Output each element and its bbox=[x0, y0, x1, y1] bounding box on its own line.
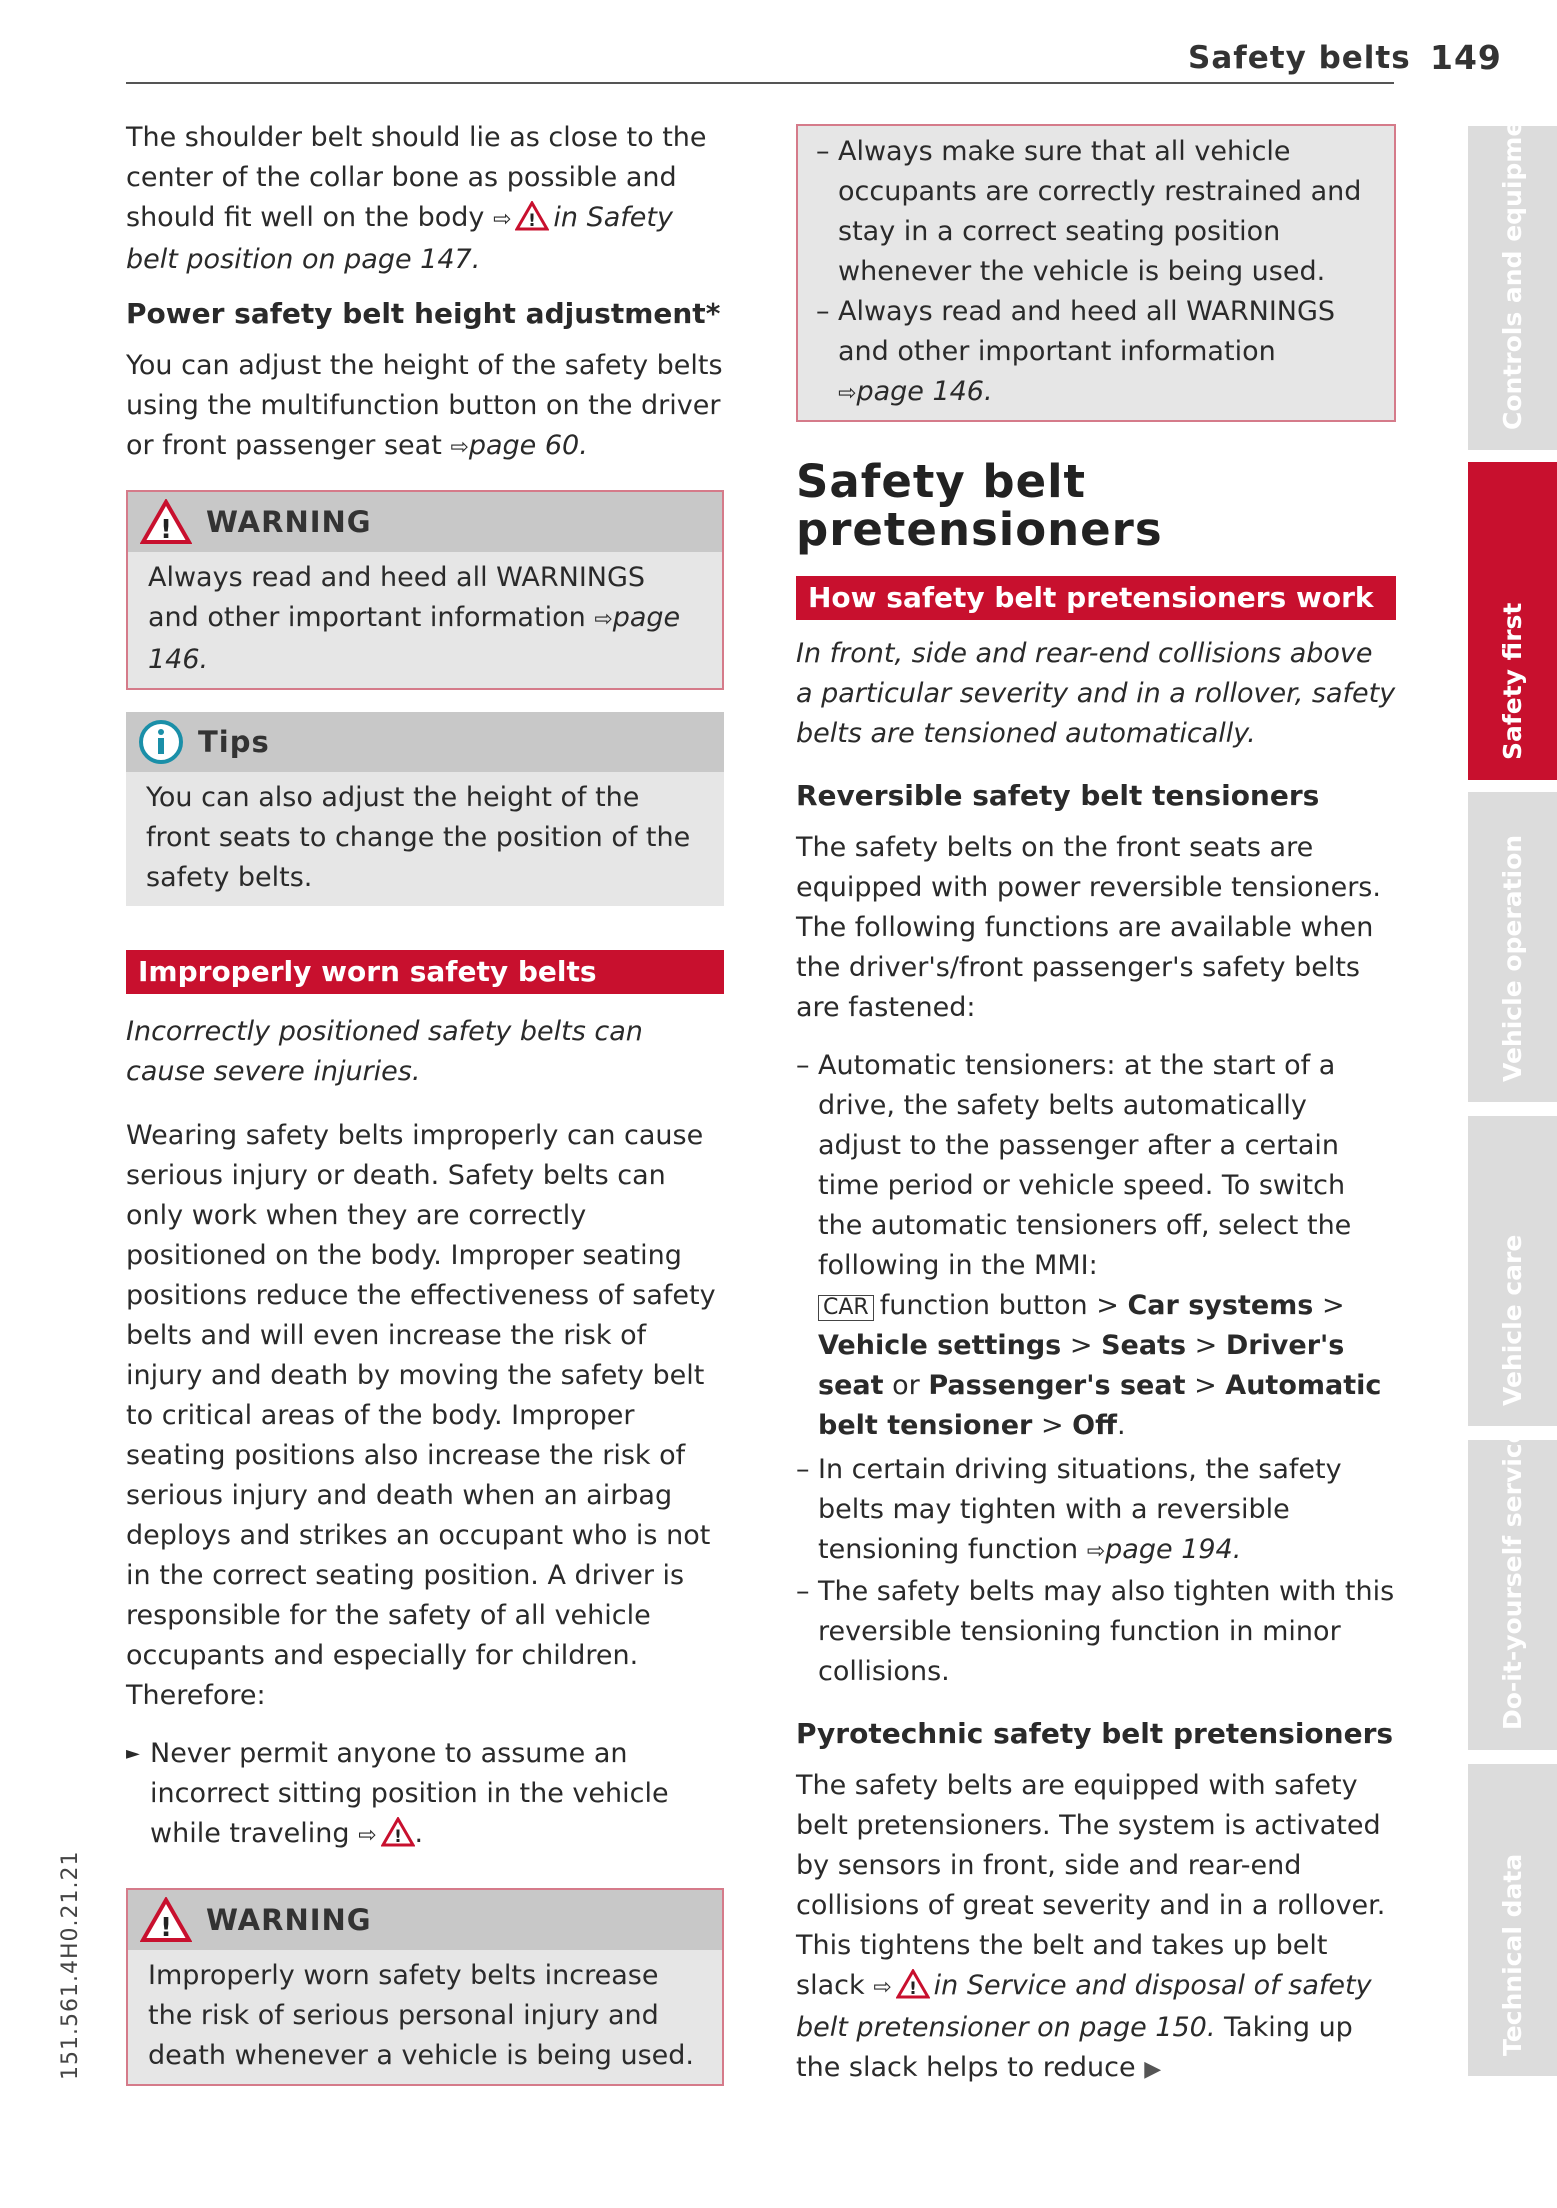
document-code: 151.561.4H0.21.21 bbox=[58, 1850, 83, 2080]
list-item: – The safety belts may also tighten with this reversible tensioning function in minor collisions. bbox=[796, 1576, 1395, 1687]
warning-triangle-icon bbox=[896, 1969, 930, 1999]
warning-triangle-icon bbox=[515, 201, 549, 231]
paragraph-reversible: The safety belts on the front seats are equipped with power reversible tensioners. The following functions are available when the driver's/front passenger's safety belts are fastened: bbox=[796, 832, 1381, 1023]
heading-reversible: Reversible safety belt tensioners bbox=[796, 779, 1320, 812]
side-tab-technical-data[interactable]: Technical data bbox=[1468, 1764, 1557, 2076]
svg-text:!: ! bbox=[393, 1827, 402, 1847]
list-item: – In certain driving situations, the safety belts may tighten with a reversible tensioning function ⇨page 194. bbox=[796, 1454, 1342, 1565]
warning-box-header bbox=[128, 492, 722, 552]
info-icon bbox=[138, 719, 184, 765]
svg-text:!: ! bbox=[528, 211, 537, 231]
side-tab-safety-first[interactable]: Safety first bbox=[1468, 462, 1557, 780]
warning-box-2 bbox=[126, 1888, 724, 2086]
tips-box bbox=[126, 712, 724, 906]
header-rule bbox=[126, 82, 1394, 84]
tips-text: You can also adjust the height of the front seats to change the position of the safety belts. bbox=[146, 782, 691, 893]
svg-text:!: ! bbox=[160, 515, 172, 545]
left-column bbox=[126, 118, 724, 2086]
paragraph-pyrotechnic: The safety belts are equipped with safety belt pretensioners. The system is activated by sensors in front, side and rear-end collisions of great severity and in a rollover. This tightens the belt and takes up belt slack ⇨ ! in Service and disposal of safety belt pretensioner on page 150. Taking up the slack helps to reduce ▶ bbox=[796, 1770, 1386, 2083]
bullet-item: ► Never permit anyone to assume an incorrect sitting position in the vehicle while traveling ⇨ ! . bbox=[126, 1734, 724, 1856]
page-number: 149 bbox=[1430, 38, 1502, 77]
warning-box-1 bbox=[126, 490, 724, 690]
warning-text: Improperly worn safety belts increase the risk of serious personal injury and death whenever a vehicle is being used. bbox=[148, 1960, 694, 2071]
side-tab-vehicle-care[interactable]: Vehicle care bbox=[1468, 1116, 1557, 1426]
tips-label: Tips bbox=[198, 725, 270, 759]
side-tab-controls[interactable]: Controls and equipment bbox=[1468, 126, 1557, 450]
warning-triangle-icon bbox=[381, 1817, 415, 1847]
paragraph-improper: Wearing safety belts improperly can cause serious injury or death. Safety belts can only work when they are correctly positioned on the body. Improper seating positions reduce the effectiveness of safety belts and will even increase the risk of injury and death by moving the safety belt to critical areas of the body. Improper seating positions also increase the risk of serious injury and death when an airbag deploys and strikes an occupant who is not in the correct seating position. A driver is responsible for the safety of all vehicle occupants and especially for children. Therefore: bbox=[126, 1120, 716, 1711]
warning-box-header bbox=[128, 1890, 722, 1950]
section-bar-improper: Improperly worn safety belts bbox=[126, 950, 724, 994]
side-tab-do-it-yourself[interactable]: Do-it-yourself service bbox=[1468, 1440, 1557, 1750]
paragraph-power-adjustment: You can adjust the height of the safety belts using the multifunction button on the driver or front passenger seat ⇨page 60. bbox=[126, 350, 723, 461]
warning-list-item: – Always make sure that all vehicle occupants are correctly restrained and stay in a correct seating position whenever the vehicle is being used. bbox=[816, 136, 1362, 287]
warning-triangle-icon bbox=[140, 499, 192, 545]
car-key: CAR bbox=[818, 1295, 874, 1321]
heading-pyrotechnic: Pyrotechnic safety belt pretensioners bbox=[796, 1717, 1394, 1750]
warning-list-item: – Always read and heed all WARNINGS and other important information ⇨page 146. bbox=[816, 296, 1336, 407]
intro-improper: Incorrectly positioned safety belts can cause severe injuries. bbox=[126, 1016, 643, 1087]
warning-label: WARNING bbox=[206, 505, 372, 539]
bullet-arrow-icon: ► bbox=[126, 1743, 140, 1764]
paragraph-belt-position: The shoulder belt should lie as close to the center of the collar bone as possible and should fit well on the body ⇨ ! in Safety belt position on page 147. bbox=[126, 122, 707, 275]
right-column bbox=[796, 124, 1396, 2090]
list-item: – Automatic tensioners: at the start of a drive, the safety belts automatically adjust to the passenger after a certain time period or vehicle speed. To switch the automatic tensioners off, select the following in the MMI: CAR function button > Car systems > Vehicle settings > Seats > Driver's seat or Passenger's seat > Automatic belt tensioner > Off. bbox=[796, 1050, 1382, 1441]
heading-power-adjustment: Power safety belt height adjustment* bbox=[126, 297, 721, 330]
section-title: Safety belt pretensioners bbox=[796, 455, 1163, 556]
warning-label: WARNING bbox=[206, 1903, 372, 1937]
section-bar-how: How safety belt pretensioners work bbox=[796, 576, 1396, 620]
reversible-list bbox=[796, 1046, 1396, 1692]
intro-how: In front, side and rear-end collisions above a particular severity and in a rollover, safety belts are tensioned automatically. bbox=[796, 638, 1396, 749]
svg-text:!: ! bbox=[908, 1979, 917, 1999]
running-header-title: Safety belts bbox=[1188, 40, 1411, 76]
svg-text:!: ! bbox=[160, 1913, 172, 1943]
warning-continuation-box bbox=[796, 124, 1396, 422]
side-tab-vehicle-operation[interactable]: Vehicle operation bbox=[1468, 792, 1557, 1102]
warning-triangle-icon bbox=[140, 1897, 192, 1943]
continue-arrow-icon: ▶ bbox=[1144, 2057, 1162, 2082]
warning-text: Always read and heed all WARNINGS and other important information ⇨page 146. bbox=[148, 562, 681, 675]
tips-box-header bbox=[126, 712, 724, 772]
